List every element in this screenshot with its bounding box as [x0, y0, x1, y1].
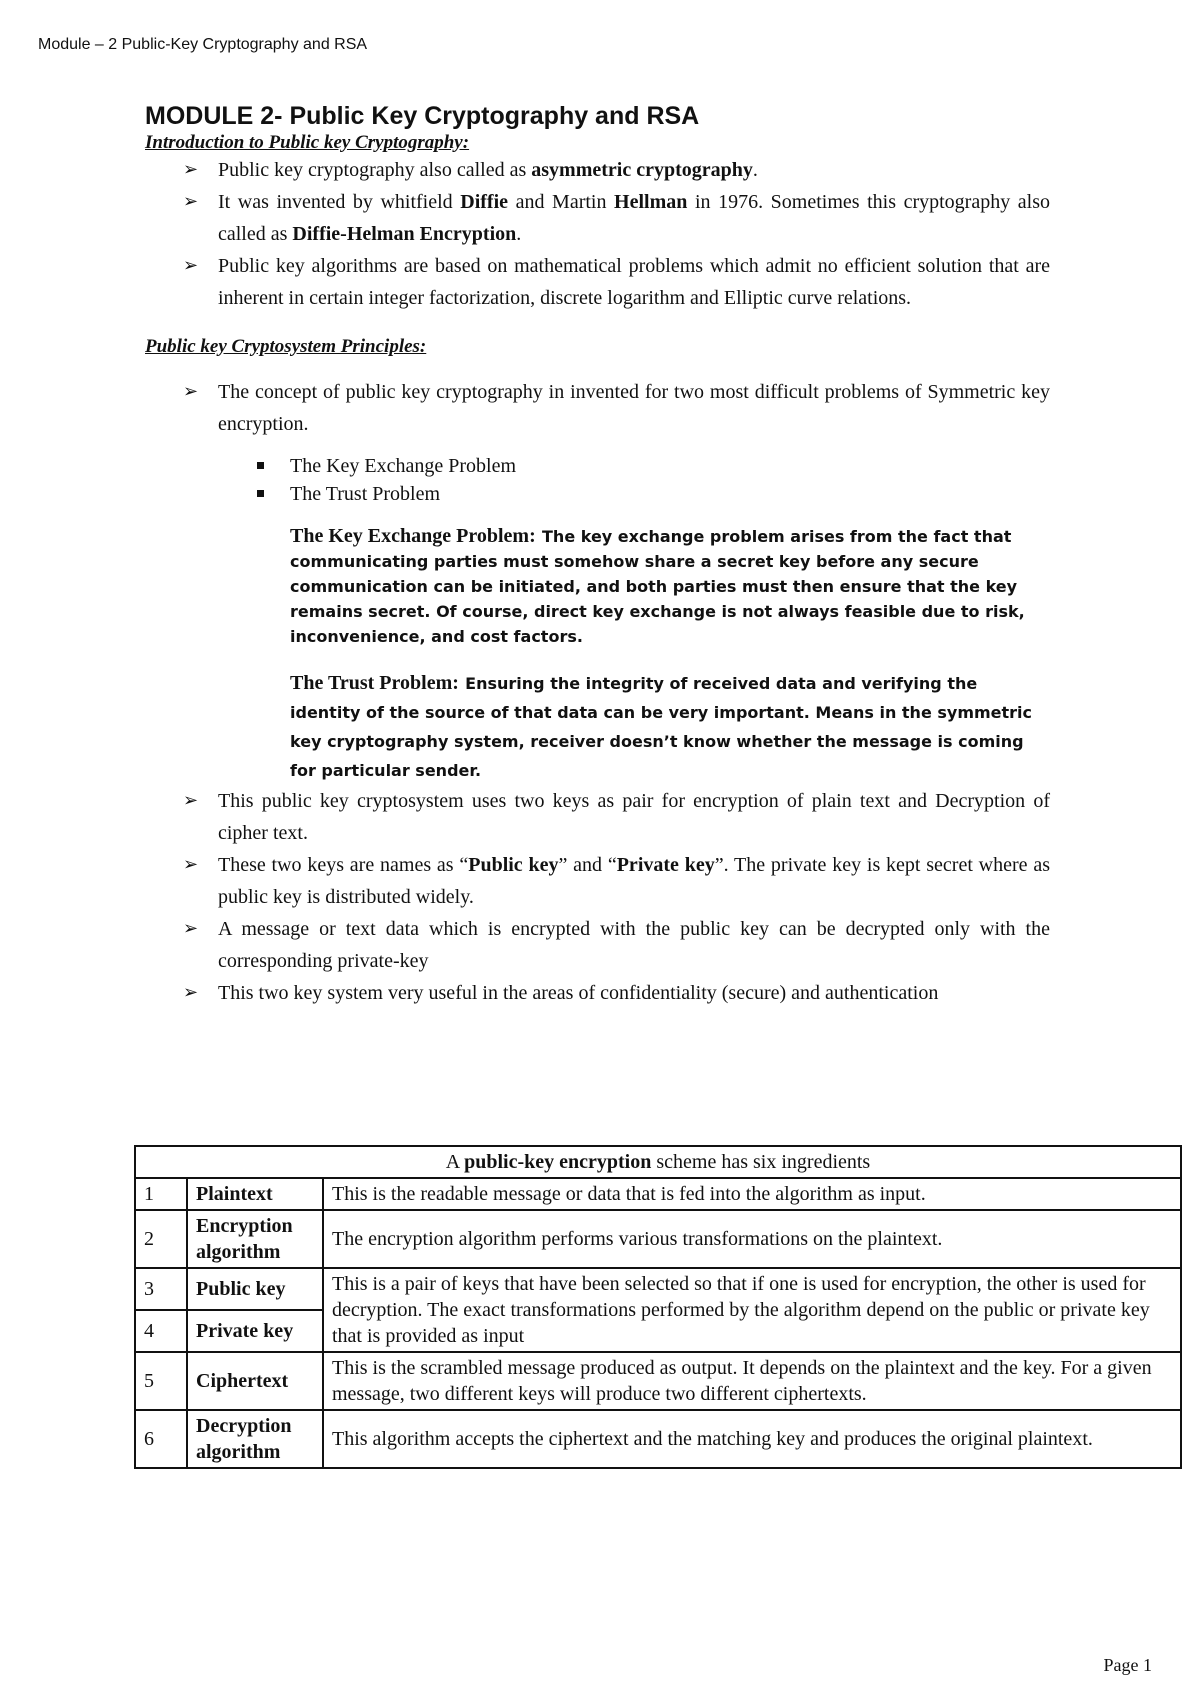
row-number: 5: [135, 1352, 187, 1410]
row-number: 4: [135, 1310, 187, 1352]
list-item: ➢ The concept of public key cryptography in invented for two most difficult problems of Symmetric key encryption.: [145, 376, 1050, 440]
arrow-bullet-icon: ➢: [183, 982, 199, 1003]
table-caption: A public-key encryption scheme has six ingredients: [135, 1146, 1181, 1178]
ingredient-name: Plaintext: [187, 1178, 323, 1210]
row-number: 3: [135, 1268, 187, 1310]
table-row: [135, 1352, 1181, 1410]
problems-list: [145, 452, 1050, 508]
table-row: [135, 1210, 1181, 1268]
ingredient-description: This is the scrambled message produced as output. It depends on the plaintext and the key. For a given message, two different keys will produce two different ciphertexts.: [323, 1352, 1181, 1410]
key-exchange-body: The key exchange problem arises from the fact that communicating parties must somehow share a secret key before any secure communication can be initiated, and both parties must then ensure that the key remains secret. Of course, direct key exchange is not always feasible due to risk, inconvenience, and cost factors.: [290, 527, 1025, 646]
row-number: 2: [135, 1210, 187, 1268]
trust-title: The Trust Problem:: [290, 672, 459, 694]
table-row: [135, 1410, 1181, 1468]
ingredient-description: This is a pair of keys that have been selected so that if one is used for encryption, the other is used for decryption. The exact transformations performed by the algorithm depend on the public or private key that is provided as input: [323, 1268, 1181, 1352]
list-item: The Key Exchange Problem: [145, 452, 1050, 480]
ingredients-table: [134, 1145, 1182, 1469]
page-title: MODULE 2- Public Key Cryptography and RSA: [145, 102, 700, 130]
arrow-bullet-icon: ➢: [183, 790, 199, 811]
running-header: Module – 2 Public-Key Cryptography and RSA: [38, 36, 368, 53]
principles-heading: Public key Cryptosystem Principles:: [145, 336, 427, 357]
arrow-bullet-icon: ➢: [183, 191, 199, 212]
list-item: The Trust Problem: [145, 480, 1050, 508]
list-item: ➢ Public key cryptography also called as asymmetric cryptography.: [145, 154, 1050, 186]
arrow-bullet-icon: ➢: [183, 381, 199, 402]
list-item: ➢ These two keys are names as “Public key” and “Private key”. The private key is kept secret where as public key is distributed widely.: [145, 849, 1050, 913]
list-item: ➢ It was invented by whitfield Diffie and Martin Hellman in 1976. Sometimes this cryptography also called as Diffie-Helman Encryption.: [145, 186, 1050, 250]
ingredient-name: Private key: [187, 1310, 323, 1352]
list-item: ➢ Public key algorithms are based on mathematical problems which admit no efficient solution that are inherent in certain integer factorization, discrete logarithm and Elliptic curve relations.: [145, 250, 1050, 314]
arrow-bullet-icon: ➢: [183, 918, 199, 939]
table-row: [135, 1178, 1181, 1210]
trust-body: Ensuring the integrity of received data and verifying the identity of the source of that data can be very important. Means in the symmetric key cryptography system, receiver doesn’t know whether the message is coming for particular sender.: [290, 674, 1033, 780]
table-row: [135, 1268, 1181, 1310]
list-item: ➢ This two key system very useful in the areas of confidentiality (secure) and authentication: [145, 977, 1050, 1009]
row-number: 1: [135, 1178, 187, 1210]
list-item: ➢ This public key cryptosystem uses two keys as pair for encryption of plain text and Decryption of cipher text.: [145, 785, 1050, 849]
ingredient-description: This is the readable message or data that is fed into the algorithm as input.: [323, 1178, 1181, 1210]
ingredient-description: This algorithm accepts the ciphertext and the matching key and produces the original plaintext.: [323, 1410, 1181, 1468]
list-item: ➢ A message or text data which is encrypted with the public key can be decrypted only with the corresponding private-key: [145, 913, 1050, 977]
ingredient-name: Decryption algorithm: [187, 1410, 323, 1468]
trust-problem: [290, 669, 1050, 785]
arrow-bullet-icon: ➢: [183, 159, 199, 180]
ingredient-name: Encryption algorithm: [187, 1210, 323, 1268]
square-bullet-icon: [257, 490, 264, 497]
key-exchange-problem: [290, 524, 1050, 649]
row-number: 6: [135, 1410, 187, 1468]
arrow-bullet-icon: ➢: [183, 255, 199, 276]
arrow-bullet-icon: ➢: [183, 854, 199, 875]
principles-list: [145, 376, 1050, 440]
ingredient-name: Ciphertext: [187, 1352, 323, 1410]
key-exchange-title: The Key Exchange Problem:: [290, 525, 536, 547]
ingredient-description: The encryption algorithm performs various transformations on the plaintext.: [323, 1210, 1181, 1268]
keys-list: [145, 785, 1050, 1009]
square-bullet-icon: [257, 462, 264, 469]
document-body: [145, 100, 1050, 1009]
table-caption-row: [135, 1146, 1181, 1178]
page-number: Page 1: [1103, 1655, 1152, 1675]
intro-list: [145, 154, 1050, 314]
intro-heading: Introduction to Public key Cryptography:: [145, 132, 470, 153]
ingredient-name: Public key: [187, 1268, 323, 1310]
